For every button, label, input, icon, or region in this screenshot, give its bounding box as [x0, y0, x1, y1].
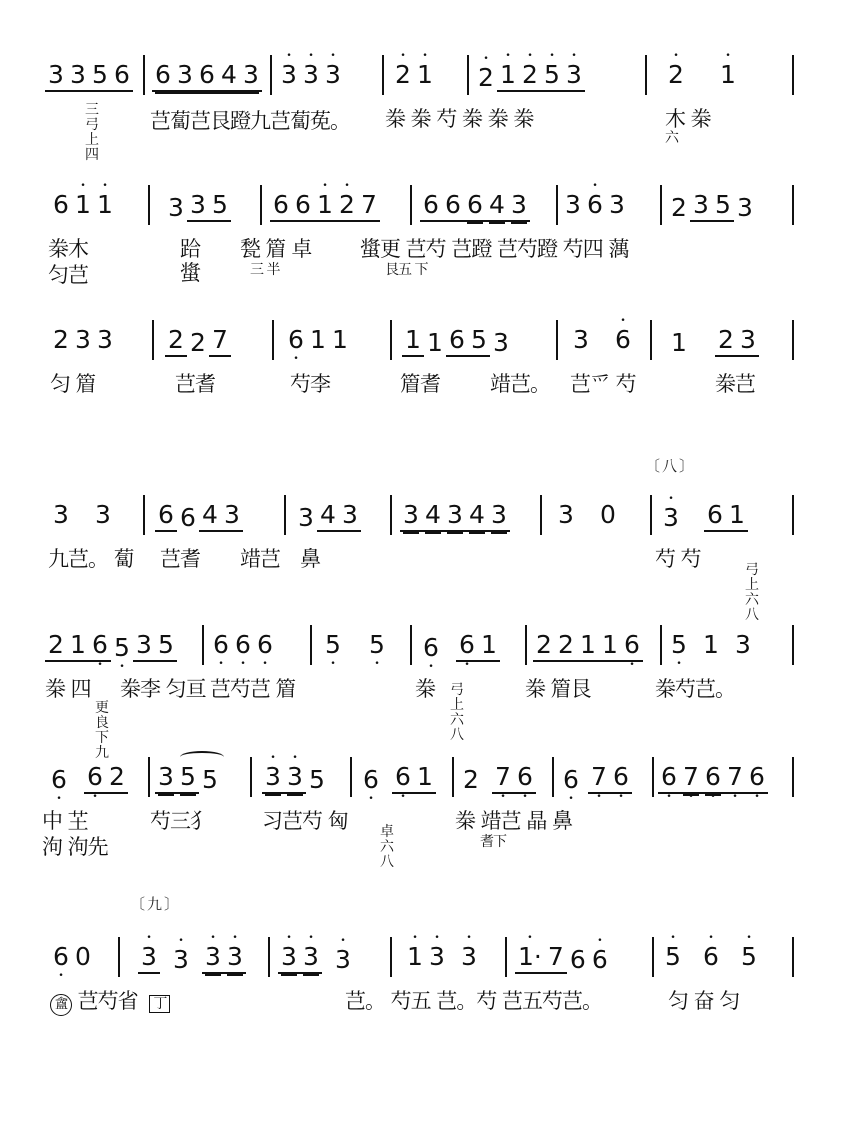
- note: 7 •: [492, 763, 514, 794]
- note: 6 •: [746, 763, 768, 794]
- barline: [792, 55, 794, 95]
- note: 3: [558, 500, 574, 529]
- barline: [652, 757, 654, 797]
- measure: [165, 191, 231, 222]
- note: 3: [400, 501, 422, 532]
- measure: [48, 763, 128, 794]
- tablature-char: 泃 泃先: [42, 835, 108, 859]
- note: 1: [726, 501, 748, 532]
- note: 1: [332, 325, 348, 354]
- barline: [350, 757, 352, 797]
- note: 6 •: [514, 763, 536, 794]
- note: 6: [114, 60, 130, 89]
- measure: [562, 191, 628, 219]
- measure: [660, 501, 748, 532]
- note: 3: [565, 190, 581, 219]
- note: 3: [95, 500, 111, 529]
- measure: [210, 631, 276, 659]
- tablature-char: 篃耆: [400, 372, 440, 396]
- note: 5: [468, 326, 490, 357]
- tablature-char: 桊: [415, 677, 435, 701]
- tablature-char: 䇎芑: [240, 547, 280, 571]
- note: 6 •: [702, 763, 724, 794]
- note: • 3: [278, 943, 300, 974]
- tablature-row: [0, 543, 861, 623]
- notation-row: [0, 625, 861, 665]
- notation-row: [0, 185, 861, 225]
- note: 2: [715, 326, 737, 357]
- tablature-char: 三弓上四: [85, 102, 98, 163]
- note: 3: [221, 501, 243, 532]
- tablature-char: 螀: [180, 261, 200, 285]
- measure: [460, 763, 536, 794]
- note: • 5: [738, 943, 760, 971]
- barline: [552, 757, 554, 797]
- barline: [390, 495, 392, 535]
- barline: [148, 185, 150, 225]
- measure: [152, 61, 262, 92]
- note: 6: [180, 503, 196, 532]
- measure: [420, 631, 500, 662]
- note: 3: [298, 503, 314, 532]
- barline: [272, 320, 274, 360]
- note: 5: [209, 191, 231, 222]
- note: 2: [671, 193, 687, 222]
- note: • 3: [202, 943, 224, 974]
- note: 5: [202, 765, 218, 794]
- note: 6 •: [621, 631, 643, 662]
- note: 3: [609, 190, 625, 219]
- note: • 5: [541, 61, 563, 92]
- tablature-char: 跲: [180, 237, 200, 261]
- note: 6 •: [84, 763, 106, 794]
- measure: [560, 763, 632, 794]
- tablature-char: 耆下: [480, 834, 506, 850]
- barline: [202, 625, 204, 665]
- measure: [533, 631, 643, 662]
- measure: [662, 943, 760, 971]
- measure: [668, 191, 756, 222]
- tablature-char: 桊芑: [715, 372, 755, 396]
- tablature-row: [0, 985, 861, 1041]
- note: • 3: [170, 946, 192, 974]
- note: • 3: [458, 943, 480, 971]
- note: 3: [737, 326, 759, 357]
- note: 4: [486, 191, 508, 222]
- note: • 2: [519, 61, 541, 92]
- note: 7: [358, 191, 380, 222]
- measure: [270, 191, 380, 222]
- note: 6 •: [610, 763, 632, 794]
- note: 1: [67, 631, 89, 662]
- barline: [792, 937, 794, 977]
- note: 6: [569, 945, 586, 974]
- tablature-char: 芑爫 芍: [570, 372, 636, 396]
- note: 3: [508, 191, 530, 222]
- note: 3: [493, 328, 509, 357]
- note: 1: [703, 630, 719, 659]
- note: • 1: [404, 943, 426, 971]
- note: 3: [444, 501, 466, 532]
- barline: [268, 937, 270, 977]
- note: 6 •: [658, 763, 680, 794]
- tablature-char: 桊 篃艮: [525, 677, 591, 701]
- barline: [645, 55, 647, 95]
- measure: [322, 631, 388, 659]
- barline: [260, 185, 262, 225]
- note: 1: [402, 326, 424, 357]
- note: 0: [600, 500, 616, 529]
- note: 3: [187, 191, 209, 222]
- note: 6 •: [420, 634, 442, 662]
- note: 1: [310, 325, 326, 354]
- barline: [556, 320, 558, 360]
- note: 6: [155, 501, 177, 532]
- note: 4: [317, 501, 339, 532]
- note: 6: [270, 191, 292, 222]
- note: 5: [155, 631, 177, 662]
- measure: [278, 61, 344, 89]
- barline: [143, 55, 145, 95]
- barline: [792, 625, 794, 665]
- note: 6: [199, 60, 215, 89]
- tablature-char: 螀更 芑芍 芑蹬 芑芍蹬 芍四 蕅: [360, 237, 629, 261]
- barline: [540, 495, 542, 535]
- note: • 1: [72, 191, 94, 219]
- note: 6: [446, 326, 468, 357]
- note: 3: [75, 325, 91, 354]
- note: 6 •: [232, 631, 254, 659]
- tablature-char: 甃 篃 卓: [240, 237, 312, 261]
- note: • 5: [662, 943, 684, 971]
- barline: [650, 320, 652, 360]
- note: 6: [155, 60, 171, 89]
- note: 3: [48, 60, 64, 89]
- measure: [400, 501, 510, 532]
- note: 7 •: [680, 763, 702, 794]
- note: • 1: [94, 191, 116, 219]
- note: 6 •: [456, 631, 478, 662]
- note: • 6: [700, 943, 722, 971]
- note: 3: [737, 193, 753, 222]
- note: 5: [92, 60, 108, 89]
- notation-row: [0, 757, 861, 797]
- measure: [45, 61, 133, 92]
- notation-row: [0, 937, 861, 977]
- notation-row: [0, 320, 861, 360]
- measure: [50, 191, 116, 219]
- note: • 2: [336, 191, 358, 222]
- barline: [390, 320, 392, 360]
- tablature-row: [0, 805, 861, 870]
- tablature-char: 艮五 下: [385, 262, 428, 278]
- measure: [278, 943, 354, 974]
- slur: [180, 751, 224, 763]
- note: 7 •: [724, 763, 746, 794]
- barline: [792, 757, 794, 797]
- note: • 3: [660, 504, 682, 532]
- note: • 3: [262, 763, 284, 794]
- barline: [660, 185, 662, 225]
- barline: [118, 937, 120, 977]
- note: • 1: [497, 61, 519, 92]
- tablature-char: 芑蔔芑艮蹬九芑蔔莬。: [150, 109, 350, 133]
- tablature-row: [0, 233, 861, 289]
- note: 5: [309, 765, 325, 794]
- note: 2: [555, 631, 577, 662]
- section-number: 〔九〕: [130, 895, 182, 913]
- note: 3: [53, 500, 69, 529]
- tablature-char: 三 半: [250, 262, 280, 278]
- barline: [250, 757, 252, 797]
- note: 7 •: [588, 763, 610, 794]
- tablature-row: [0, 673, 861, 761]
- note: 2: [533, 631, 555, 662]
- measure: [665, 61, 739, 89]
- barline: [556, 185, 558, 225]
- note: 3: [177, 60, 193, 89]
- note: 3: [243, 60, 259, 89]
- note: 6: [292, 191, 314, 222]
- tablature-char: 匀芑: [48, 263, 88, 287]
- measure: [50, 501, 114, 529]
- boxed-mark: 丁: [149, 995, 170, 1013]
- note: • 3: [332, 946, 354, 974]
- measure: [45, 631, 177, 662]
- note: • 3: [563, 61, 585, 92]
- tablature-char: 鼻: [300, 547, 320, 571]
- barline: [382, 55, 384, 95]
- note: 6 •: [285, 326, 307, 354]
- tablature-char: 桊木: [48, 237, 88, 261]
- barline: [650, 495, 652, 535]
- note: 6: [442, 191, 464, 222]
- note: 3: [70, 60, 86, 89]
- note: 4: [199, 501, 221, 532]
- note: • 3: [426, 943, 448, 971]
- tablature-char: 卓六八: [380, 824, 393, 870]
- note: 6: [420, 191, 442, 222]
- note: 1: [671, 328, 687, 357]
- measure: [165, 326, 231, 357]
- tablature-char: 芍李: [290, 372, 330, 396]
- measure: [295, 501, 361, 532]
- note: 4: [422, 501, 444, 532]
- circled-mark: 盦: [50, 994, 72, 1016]
- tablature-row: [0, 368, 861, 424]
- note: 0: [75, 942, 91, 971]
- note: 1: [577, 631, 599, 662]
- tablature-char: 习芑芍 匈: [262, 809, 348, 833]
- note: 2: [190, 328, 206, 357]
- note: • 3: [278, 61, 300, 89]
- barline: [270, 55, 272, 95]
- note: 4: [466, 501, 488, 532]
- note: • 3: [300, 943, 322, 974]
- tablature-char: 芑耆: [160, 547, 200, 571]
- barline: [652, 937, 654, 977]
- measure: [285, 326, 351, 354]
- note: 3: [488, 501, 510, 532]
- note: • 2: [665, 61, 687, 89]
- barline: [143, 495, 145, 535]
- note: 6 •: [210, 631, 232, 659]
- tablature-char: 匀 奋 匀: [668, 989, 740, 1013]
- note: 6 •: [50, 943, 72, 971]
- note: • 6: [584, 191, 606, 219]
- note: 5 •: [366, 631, 388, 659]
- note: 3: [735, 630, 751, 659]
- note: 6 •: [560, 766, 582, 794]
- tablature-char: 桊 桊 芍 桊 桊 桊: [385, 107, 534, 131]
- note: 6 •: [254, 631, 276, 659]
- tablature-char: 芑耆: [175, 372, 215, 396]
- tablature-char: 芑。 芍五 芑。芍 芑五芍芑。: [345, 989, 603, 1013]
- tablature-char: 䇎芑。: [490, 372, 550, 396]
- note: 2: [53, 325, 69, 354]
- measure: [475, 61, 585, 92]
- note: 1: [478, 631, 500, 662]
- note: 5: [712, 191, 734, 222]
- note: • 3: [284, 763, 306, 794]
- measure: [262, 763, 328, 794]
- barline: [310, 625, 312, 665]
- note: 2: [463, 765, 479, 794]
- note: 1: [599, 631, 621, 662]
- note: 3: [133, 631, 155, 662]
- note: 6: [53, 190, 69, 219]
- note: • 1: [314, 191, 336, 222]
- note: 7: [545, 943, 567, 974]
- note: 6: [464, 191, 486, 222]
- tablature-char: 芍三犭: [150, 809, 210, 833]
- tablature-char: 桊 䇎芑 晶 鼻: [455, 809, 573, 833]
- note: 3: [168, 193, 184, 222]
- barline: [152, 320, 154, 360]
- measure: [404, 943, 480, 971]
- measure: [668, 326, 759, 357]
- measure: [515, 943, 611, 974]
- note: 6: [704, 501, 726, 532]
- measure: [50, 943, 94, 971]
- measure: [658, 763, 768, 794]
- measure: [420, 191, 530, 222]
- tablature-char: 中 芏: [42, 809, 88, 833]
- tablature-char: 木 桊: [665, 107, 711, 131]
- note: 2: [106, 763, 128, 794]
- measure: [360, 763, 436, 794]
- note: • 3: [300, 61, 322, 89]
- note: 6 •: [360, 766, 382, 794]
- notation-row: [0, 55, 861, 95]
- note: 2: [45, 631, 67, 662]
- measure: [668, 631, 754, 659]
- tablature-char: 桊 四: [45, 677, 91, 701]
- measure: [138, 943, 246, 974]
- measure: [155, 763, 221, 794]
- tablature-char: 弓上六八: [745, 562, 758, 623]
- note: 6 •: [48, 766, 70, 794]
- barline: [148, 757, 150, 797]
- note: 2: [165, 326, 187, 357]
- measure: [155, 501, 243, 532]
- note: 3: [690, 191, 712, 222]
- note: 6 •: [89, 631, 111, 662]
- tablature-char: 匀 篃: [50, 372, 96, 396]
- notation-row: [0, 495, 861, 535]
- barline: [525, 625, 527, 665]
- barline: [792, 495, 794, 535]
- note: • 2: [475, 64, 497, 92]
- section-number: 〔八〕: [645, 457, 697, 475]
- barline: [505, 937, 507, 977]
- note: • 1: [414, 61, 436, 89]
- note: 5 •: [668, 631, 690, 659]
- tablature-char: 九芑。 蔔: [48, 547, 134, 571]
- measure: [392, 61, 436, 89]
- note: • 3: [322, 61, 344, 89]
- measure: [402, 326, 512, 357]
- barline: [792, 320, 794, 360]
- tablature-row: [0, 102, 861, 163]
- barline: [452, 757, 454, 797]
- tablature-char: 桊芍芑。: [655, 677, 735, 701]
- barline: [792, 185, 794, 225]
- note: 3: [155, 763, 177, 794]
- note: 7: [209, 326, 231, 357]
- note: • 6: [589, 946, 611, 974]
- measure: [570, 326, 634, 354]
- note: 3: [573, 325, 589, 354]
- tablature-char: 芍 芍: [655, 547, 701, 571]
- note: 5 •: [322, 631, 344, 659]
- barline: [410, 185, 412, 225]
- measure: [555, 501, 619, 529]
- note: 3: [339, 501, 361, 532]
- note: 1: [427, 328, 443, 357]
- barline: [284, 495, 286, 535]
- tablature-char: 弓上六八: [450, 682, 463, 743]
- tablature-char: 桊李 匀亘: [120, 677, 206, 701]
- tablature-char: 六: [665, 130, 678, 146]
- measure: [50, 326, 116, 354]
- tablature-char: 芑芍芑 篃: [210, 677, 296, 701]
- note: • 2: [392, 61, 414, 89]
- barline: [660, 625, 662, 665]
- tablature-char: 盦 芑芍省 丁: [50, 989, 170, 1016]
- barline: [390, 937, 392, 977]
- note: 5 •: [111, 634, 133, 662]
- note: 1: [414, 763, 436, 794]
- barline: [467, 55, 469, 95]
- note: • 3: [138, 943, 160, 974]
- note: • 6: [612, 326, 634, 354]
- note: • 1: [717, 61, 739, 89]
- note: 5: [177, 763, 199, 794]
- note: 6 •: [392, 763, 414, 794]
- barline: [410, 625, 412, 665]
- note: • 1·: [515, 943, 545, 974]
- note: 3: [97, 325, 113, 354]
- note: 4: [221, 60, 237, 89]
- tablature-char: 更良下九: [95, 700, 108, 761]
- note: • 3: [224, 943, 246, 974]
